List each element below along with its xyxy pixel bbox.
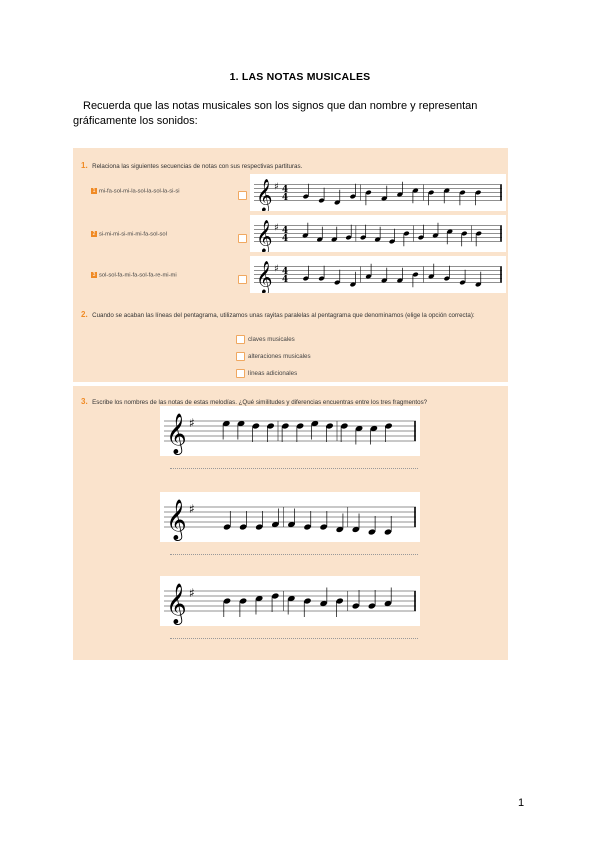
sequence-text: si-mi-mi-si-mi-mi-fa-sol-sol bbox=[99, 231, 167, 238]
exercise-2-heading bbox=[81, 308, 501, 321]
option-lineas[interactable] bbox=[236, 369, 297, 378]
exercise-1-heading bbox=[81, 155, 302, 173]
exercise-2-number: 2. bbox=[81, 310, 88, 319]
sequence-badge: 2 bbox=[92, 231, 96, 237]
exercise-2-text: Cuando se acaban las líneas del pentagrama, utilizamos unas rayitas paralelas al pentagrama que denominamos (elige la opción correcta): bbox=[92, 312, 475, 319]
answer-line-3[interactable] bbox=[170, 638, 418, 639]
answer-line-2[interactable] bbox=[170, 554, 418, 555]
sharp-icon: ♯ bbox=[189, 416, 195, 430]
exercise-3-number: 3. bbox=[81, 397, 88, 406]
option-label: alteraciones musicales bbox=[248, 353, 311, 361]
exercise-panel-3 bbox=[73, 386, 508, 660]
match-checkbox-1[interactable] bbox=[238, 191, 247, 200]
option-checkbox[interactable] bbox=[236, 369, 245, 378]
sequence-text: sol-sol-fa-mi-fa-sol-fa-re-mi-mi bbox=[99, 272, 177, 279]
intro-text: Recuerda que las notas musicales son los signos que dan nombre y representan gráficamente los sonidos: bbox=[73, 100, 478, 127]
sharp-icon: ♯ bbox=[274, 222, 279, 234]
option-label: líneas adicionales bbox=[248, 370, 298, 378]
exercise-3-text: Escribe los nombres de las notas de estas melodías. ¿Qué similitudes y diferencias encuentras entre los tres fragmentos? bbox=[92, 399, 428, 406]
option-claves[interactable] bbox=[236, 335, 295, 344]
exercise-1-text: Relaciona las siguientes secuencias de notas con sus respectivas partituras. bbox=[92, 163, 303, 170]
intro-paragraph bbox=[73, 99, 533, 129]
time-signature-top: 4 bbox=[282, 185, 289, 196]
exercise-1-number: 1. bbox=[81, 161, 88, 170]
sequence-label-3 bbox=[91, 272, 177, 279]
treble-clef-icon: 𝄞 bbox=[256, 260, 273, 293]
sharp-icon: ♯ bbox=[189, 502, 195, 516]
option-checkbox[interactable] bbox=[236, 335, 245, 344]
option-alteraciones[interactable] bbox=[236, 352, 311, 361]
sharp-icon: ♯ bbox=[274, 263, 279, 275]
sequence-badge: 1 bbox=[92, 188, 96, 194]
score-1 bbox=[250, 174, 506, 211]
melody-score-2 bbox=[160, 492, 420, 542]
sharp-icon: ♯ bbox=[274, 181, 279, 193]
time-signature-bottom: 4 bbox=[282, 234, 289, 245]
time-signature-top: 4 bbox=[282, 267, 289, 278]
time-signature-bottom: 4 bbox=[282, 275, 289, 286]
match-checkbox-3[interactable] bbox=[238, 275, 247, 284]
treble-clef-icon: 𝄞 bbox=[166, 414, 187, 454]
exercise-panel-1-2 bbox=[73, 148, 508, 382]
sequence-badge: 3 bbox=[92, 272, 96, 278]
sequence-label-2 bbox=[91, 231, 167, 238]
time-signature-top: 4 bbox=[282, 226, 289, 237]
sequence-label-1 bbox=[91, 188, 180, 195]
sharp-icon: ♯ bbox=[189, 586, 195, 600]
treble-clef-icon: 𝄞 bbox=[166, 500, 187, 540]
time-signature-bottom: 4 bbox=[282, 193, 289, 204]
treble-clef-icon: 𝄞 bbox=[166, 584, 187, 624]
option-label: claves musicales bbox=[248, 336, 295, 344]
page-title: 1. LAS NOTAS MUSICALES bbox=[229, 71, 371, 83]
answer-line-1[interactable] bbox=[170, 468, 418, 469]
melody-score-1 bbox=[160, 406, 420, 456]
score-2 bbox=[250, 215, 506, 252]
score-3 bbox=[250, 256, 506, 293]
match-checkbox-2[interactable] bbox=[238, 234, 247, 243]
treble-clef-icon: 𝄞 bbox=[256, 178, 273, 211]
sequence-text: mi-fa-sol-mi-la-sol-la-sol-la-si-si bbox=[99, 188, 180, 195]
treble-clef-icon: 𝄞 bbox=[256, 219, 273, 252]
option-checkbox[interactable] bbox=[236, 352, 245, 361]
page-number: 1 bbox=[518, 797, 525, 809]
melody-score-3 bbox=[160, 576, 420, 626]
